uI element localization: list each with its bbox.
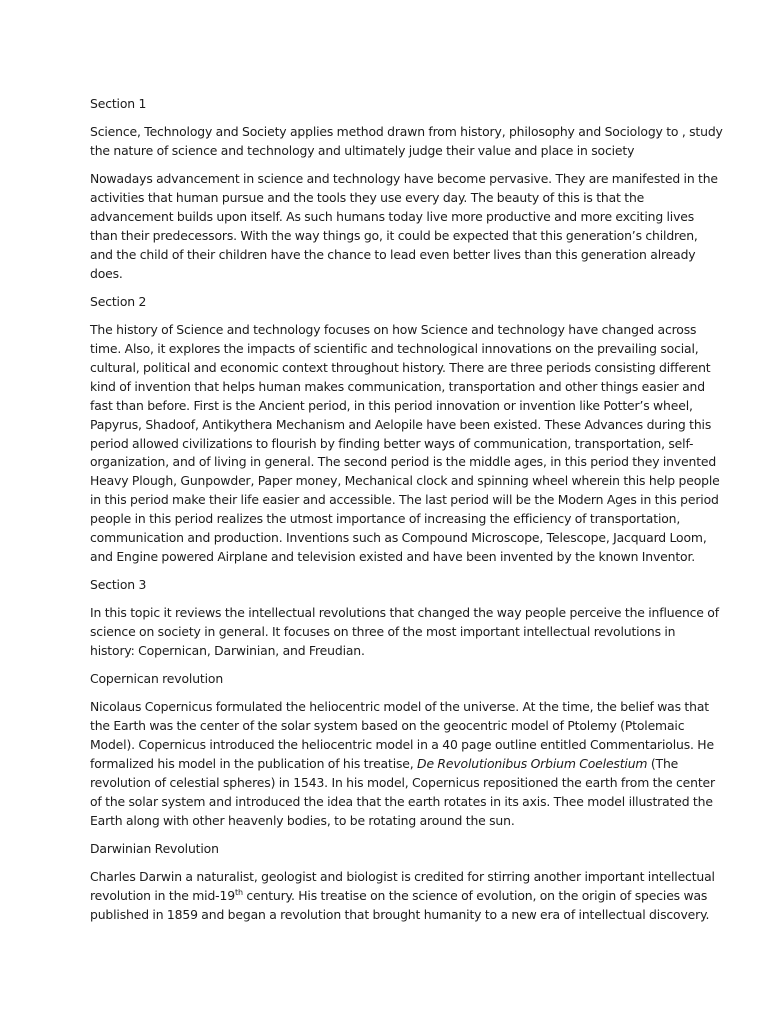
text-line: Papyrus, Shadoof, Antikythera Mechanism and Aelopile have been existed. These Advances during this (90, 416, 712, 432)
text-line: In this topic it reviews the intellectual revolutions that changed the way people perceive the influence of (90, 605, 719, 621)
section-1-paragraph-2 (90, 170, 718, 283)
text-fragment: (The (647, 756, 679, 772)
darwinian-paragraph (90, 868, 715, 925)
text-line: fast than before. First is the Ancient period, in this period innovation or invention like Potter’s wheel, (90, 397, 693, 413)
section-1-paragraph-1 (90, 123, 723, 161)
copernican-paragraph (90, 698, 715, 830)
text-fragment: formalized his model in the publication of his treatise, (90, 756, 418, 772)
text-line: cultural, political and economic context throughout history. There are three periods consisting different (90, 359, 711, 375)
text-line: Heavy Plough, Gunpowder, Paper money, Mechanical clock and spinning wheel wherein this help people (90, 473, 720, 489)
copernican-revolution-heading: Copernican revolution (90, 671, 224, 687)
text-line: advancement builds upon itself. As such humans today live more productive and more exciting lives (90, 209, 695, 225)
text-fragment: century. His treatise on the science of evolution, on the origin of species was (242, 888, 708, 904)
text-line: people in this period realizes the utmost importance of increasing the efficiency of transportation, (90, 511, 681, 527)
text-line (90, 887, 708, 906)
text-line: activities that human pursue and the tools they use every day. The beauty of this is that the (90, 190, 645, 206)
text-line: kind of invention that helps human makes communication, transportation and other things easier and (90, 378, 705, 394)
text-line: time. Also, it explores the impacts of scientific and technological innovations on the prevailing social, (90, 340, 699, 356)
text-line: the nature of science and technology and ultimately judge their value and place in society (90, 142, 635, 158)
text-line: than their predecessors. With the way things go, it could be expected that this generation’s children, (90, 227, 698, 243)
section-2-paragraph-1 (90, 321, 720, 567)
text-line: Earth along with other heavenly bodies, to be rotating around the sun. (90, 812, 515, 828)
text-line: does. (90, 265, 123, 281)
text-line: revolution of celestial spheres) in 1543. In his model, Copernicus repositioned the earth from the center (90, 775, 715, 790)
text-line: and the child of their children have the chance to lead even better lives than this generation already (90, 246, 696, 262)
text-line: Model). Copernicus introduced the heliocentric model in a 40 page outline entitled Commentariolus. He (90, 737, 714, 753)
text-line (90, 755, 678, 774)
text-line: Science, Technology and Society applies method drawn from history, philosophy and Sociology to , study (90, 123, 723, 139)
text-line: Charles Darwin a naturalist, geologist and biologist is credited for stirring another important intellectual (90, 869, 715, 885)
section-2-heading: Section 2 (90, 294, 147, 310)
text-line: in this period make their life easier and accessible. The last period will be the Modern Ages in this period (90, 492, 719, 508)
text-fragment: revolution in the mid-19 (90, 888, 235, 904)
text-line: of the solar system and introduced the idea that the earth rotates in its axis. Thee model illustrated the (90, 793, 713, 809)
text-line: science on society in general. It focuses on three of the most important intellectual revolutions in (90, 624, 676, 640)
section-3-intro-paragraph (90, 604, 719, 661)
text-line: communication and production. Inventions such as Compound Microscope, Telescope, Jacquard Loom, (90, 530, 707, 546)
text-line: published in 1859 and began a revolution that brought humanity to a new era of intellectual discovery. (90, 906, 710, 922)
text-line: Nowadays advancement in science and technology have become pervasive. They are manifested in the (90, 171, 718, 187)
text-line: Nicolaus Copernicus formulated the heliocentric model of the universe. At the time, the belief was that (90, 699, 709, 715)
treatise-title: De Revolutionibus Orbium Coelestium (417, 756, 648, 772)
section-3-heading: Section 3 (90, 577, 147, 593)
superscript: th (234, 887, 243, 897)
section-1-heading: Section 1 (90, 96, 147, 111)
text-line: organization, and of living in general. The second period is the middle ages, in this period they invented (90, 454, 717, 470)
text-line: period allowed civilizations to flourish by finding better ways of communication, transportation, self- (90, 435, 694, 451)
text-line: The history of Science and technology focuses on how Science and technology have changed across (90, 322, 697, 338)
text-line: history: Copernican, Darwinian, and Freudian. (90, 643, 365, 659)
text-line: and Engine powered Airplane and television existed and have been invented by the known Inventor. (90, 548, 696, 564)
text-line: the Earth was the center of the solar system based on the geocentric model of Ptolemy (Ptolemaic (90, 718, 685, 734)
darwinian-revolution-heading: Darwinian Revolution (90, 841, 219, 857)
